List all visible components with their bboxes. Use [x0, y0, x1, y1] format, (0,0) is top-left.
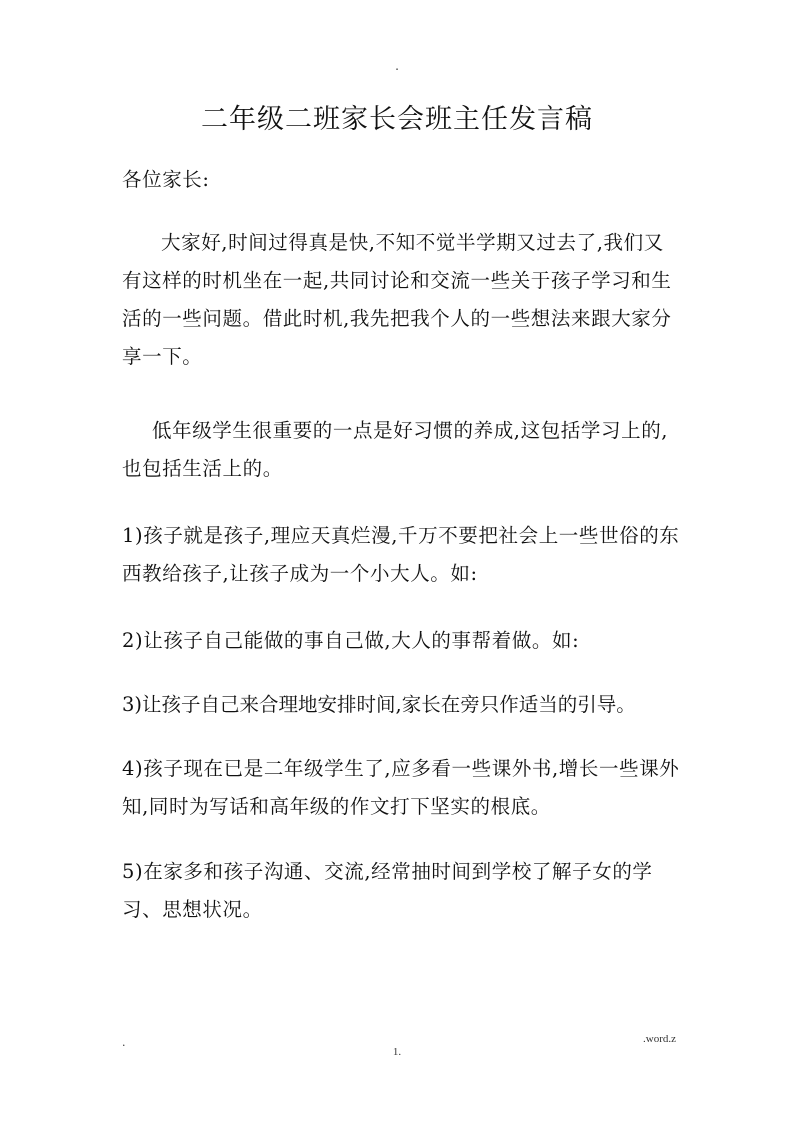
list-item-2: 2)让孩子自己能做的事自己做,大人的事帮着做。如: — [122, 629, 580, 652]
document-title: 二年级二班家长会班主任发言稿 — [201, 104, 593, 135]
header-mark: . — [395, 59, 399, 73]
paragraph-greeting: 大家好,时间过得真是快,不知不觉半学期又过去了,我们又有这样的时机坐在一起,共同讨论和交流一些关于孩子学习和生活的一些问题。借此时机,我先把我个人的一些想法来跟大家分享一下。 — [122, 231, 672, 368]
footer-left-mark: . — [122, 1036, 126, 1049]
paragraph-habits: 低年级学生很重要的一点是好习惯的养成,这包括学习上的,也包括生活上的。 — [122, 419, 669, 480]
list-item-4: 4)孩子现在已是二年级学生了,应多看一些课外书,增长一些课外知,同时为写话和高年级的作文打下坚实的根底。 — [122, 757, 680, 818]
list-item-3: 3)让孩子自己来合理地安排时间,家长在旁只作适当的引导。 — [122, 693, 636, 716]
list-item-1: 1)孩子就是孩子,理应天真烂漫,千万不要把社会上一些世俗的东西教给孩子,让孩子成为一个小大人。如: — [122, 524, 680, 585]
page-number: 1. — [392, 1046, 402, 1058]
list-item-5: 5)在家多和孩子沟通、交流,经常抽时间到学校了解子女的学习、思想状况。 — [122, 860, 653, 921]
salutation: 各位家长: — [122, 168, 210, 191]
footer-label: .word.z — [643, 1033, 676, 1045]
